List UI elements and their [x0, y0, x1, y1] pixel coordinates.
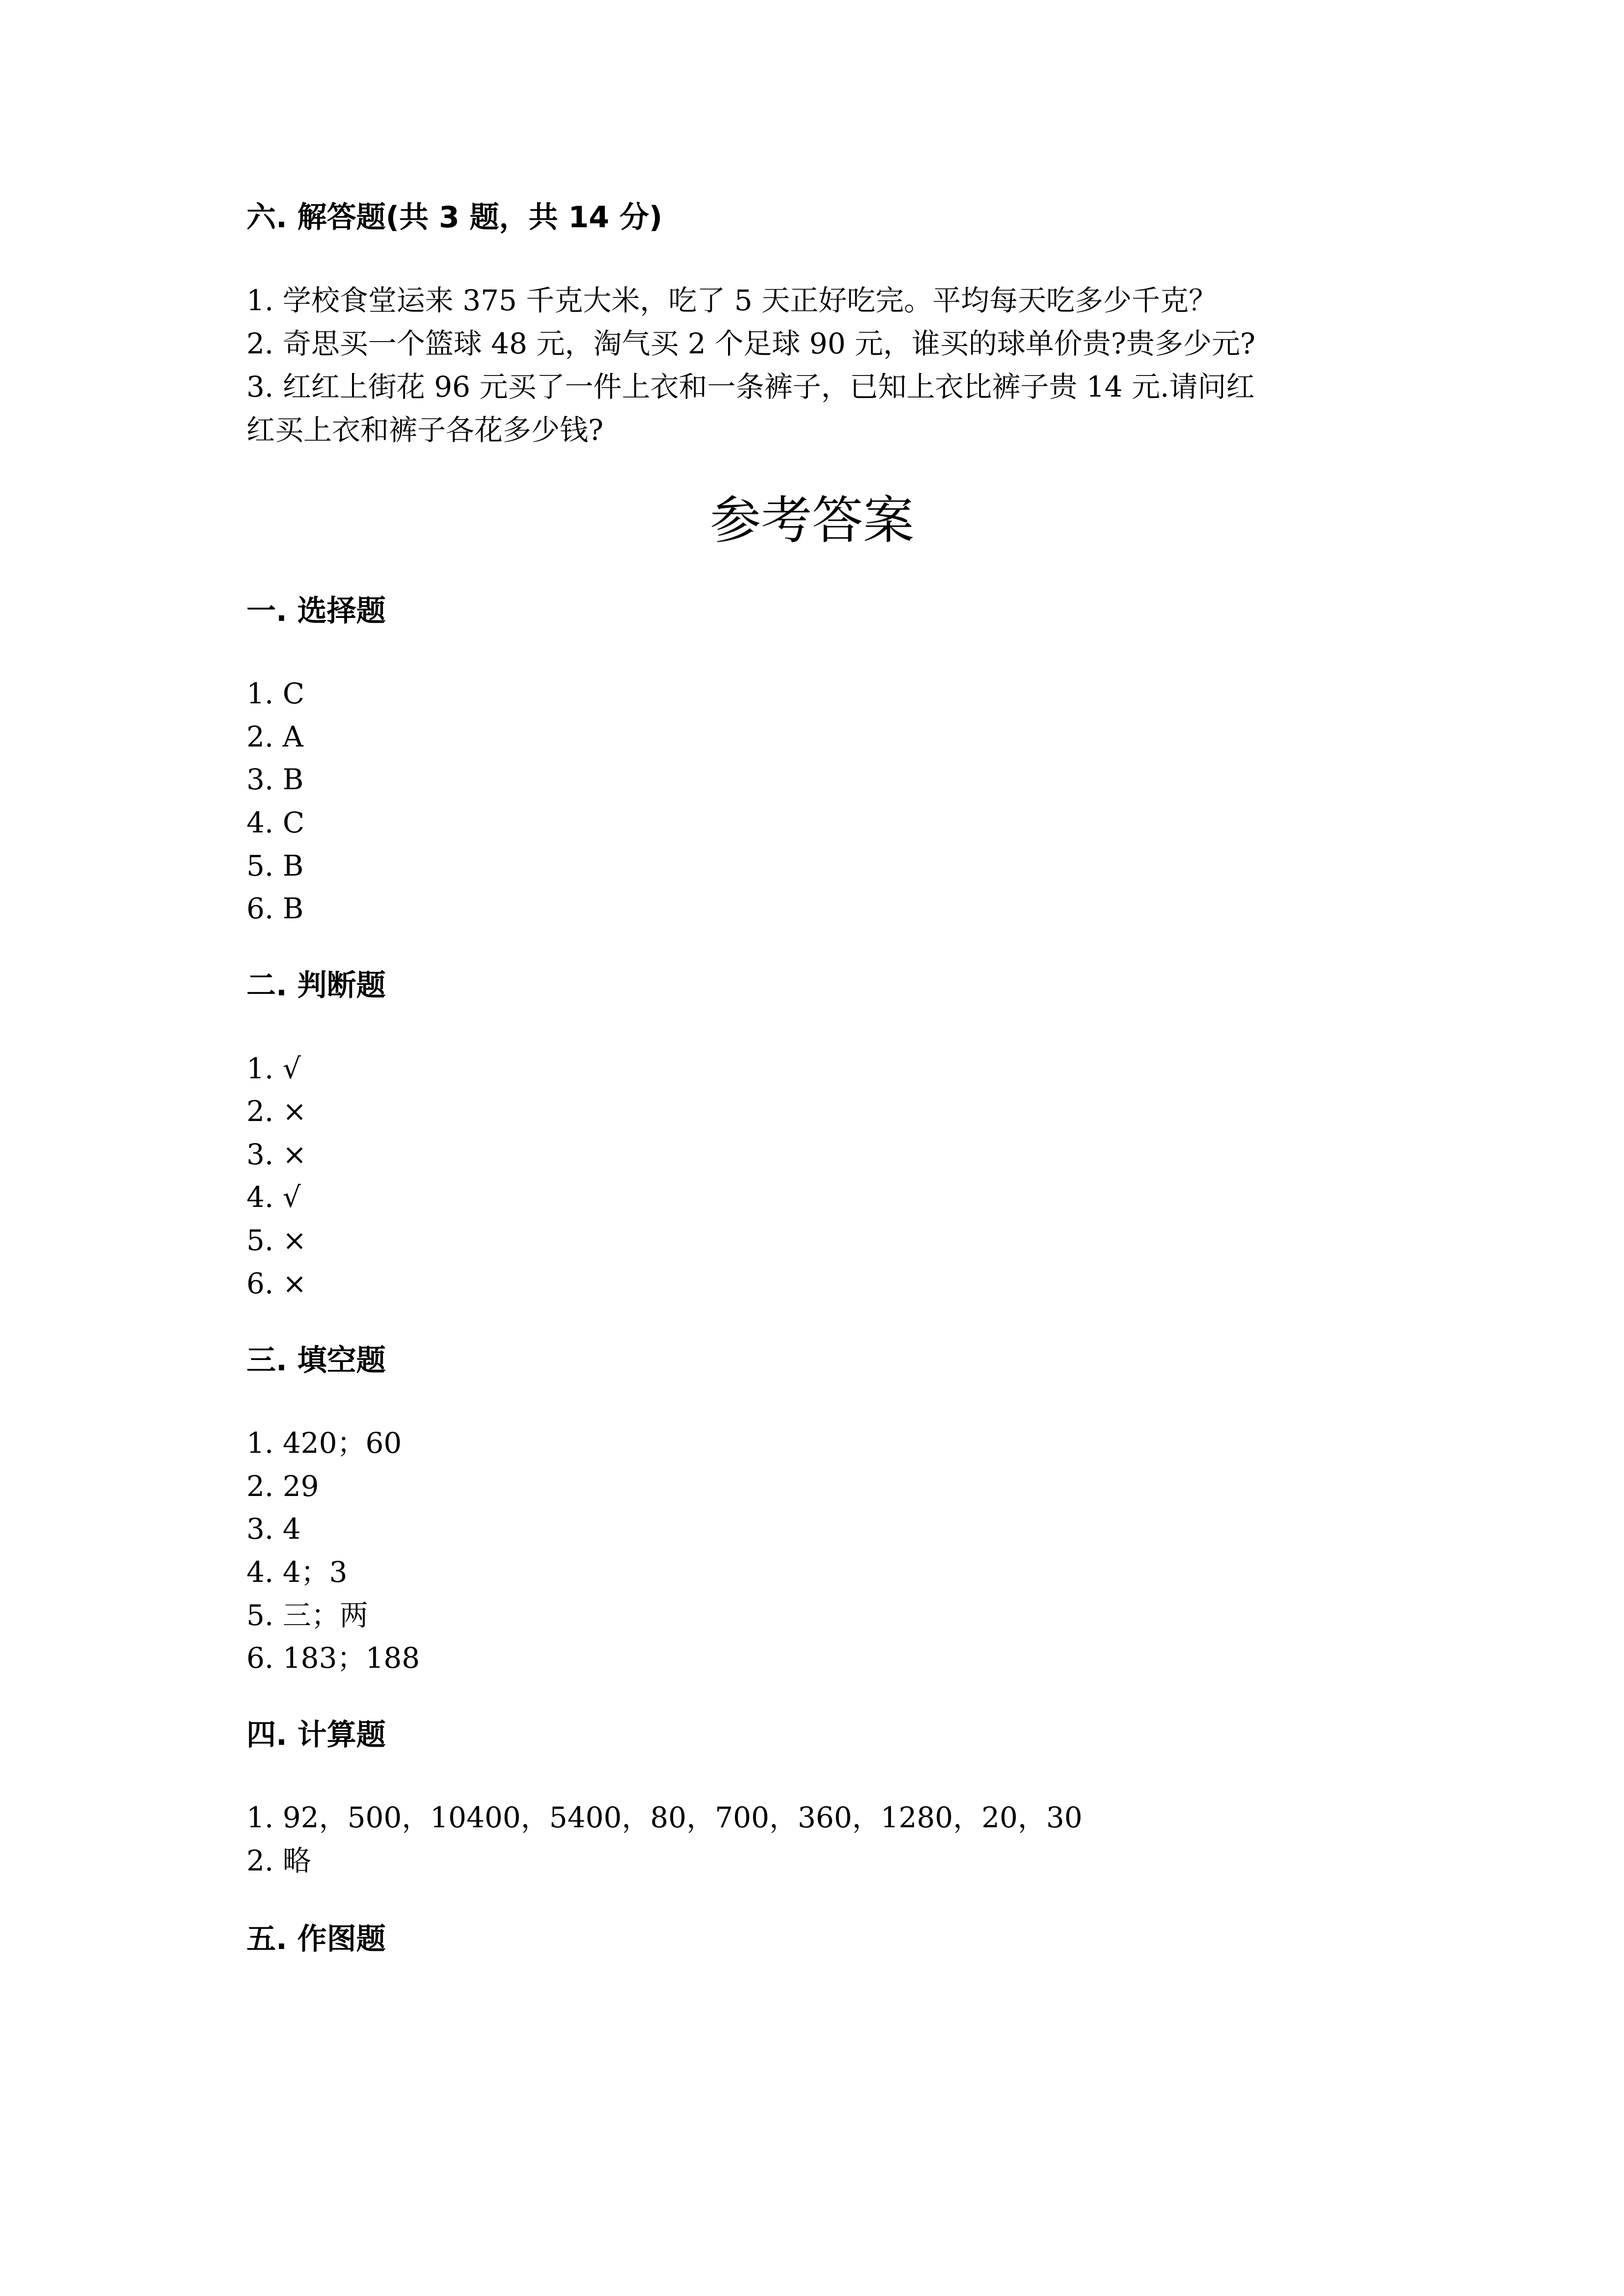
answer-1-4: 4. C	[246, 806, 305, 839]
answer-1-3: 3. B	[246, 763, 304, 796]
answer-section-1-heading: 一. 选择题	[246, 594, 386, 628]
answer-2-3: 3. ×	[246, 1138, 307, 1171]
answer-3-5: 5. 三；两	[246, 1599, 368, 1632]
question-1: 1. 学校食堂运来 375 千克大米，吃了 5 天正好吃完。平均每天吃多少千克？	[246, 284, 1218, 317]
answer-1-5: 5. B	[246, 849, 304, 882]
answer-2-6: 6. ×	[246, 1267, 307, 1300]
question-2: 2. 奇思买一个篮球 48 元，淘气买 2 个足球 90 元，谁买的球单价贵?贵多少元?	[246, 327, 1256, 360]
answer-section-3-heading: 三. 填空题	[246, 1343, 386, 1378]
answer-2-5: 5. ×	[246, 1224, 307, 1257]
answer-1-6: 6. B	[246, 892, 304, 925]
answer-key-title: 参考答案	[709, 490, 914, 550]
answer-1-1: 1. C	[246, 677, 305, 710]
answer-3-6: 6. 183；188	[246, 1641, 420, 1675]
answer-2-2: 2. ×	[246, 1095, 307, 1128]
answer-3-3: 3. 4	[246, 1512, 301, 1546]
answer-section-5-heading: 五. 作图题	[246, 1922, 386, 1956]
answer-3-4: 4. 4；3	[246, 1555, 348, 1589]
answer-1-2: 2. A	[246, 720, 303, 753]
answer-section-2-heading: 二. 判断题	[246, 968, 386, 1003]
section-6-heading: 六. 解答题(共 3 题，共 14 分)	[246, 200, 663, 235]
question-3-line-1: 3. 红红上街花 96 元买了一件上衣和一条裤子，已知上衣比裤子贵 14 元.请问红	[246, 370, 1255, 403]
answer-4-1: 1. 92，500，10400，5400，80，700，360，1280，20，30	[246, 1801, 1083, 1834]
answer-2-1: 1. √	[246, 1052, 301, 1085]
answer-3-1: 1. 420；60	[246, 1426, 402, 1460]
answer-3-2: 2. 29	[246, 1469, 319, 1503]
answer-section-4-heading: 四. 计算题	[246, 1718, 386, 1752]
answer-4-2: 2. 略	[246, 1844, 311, 1877]
answer-2-4: 4. √	[246, 1180, 301, 1214]
question-3-line-2: 红买上衣和裤子各花多少钱?	[246, 413, 604, 447]
